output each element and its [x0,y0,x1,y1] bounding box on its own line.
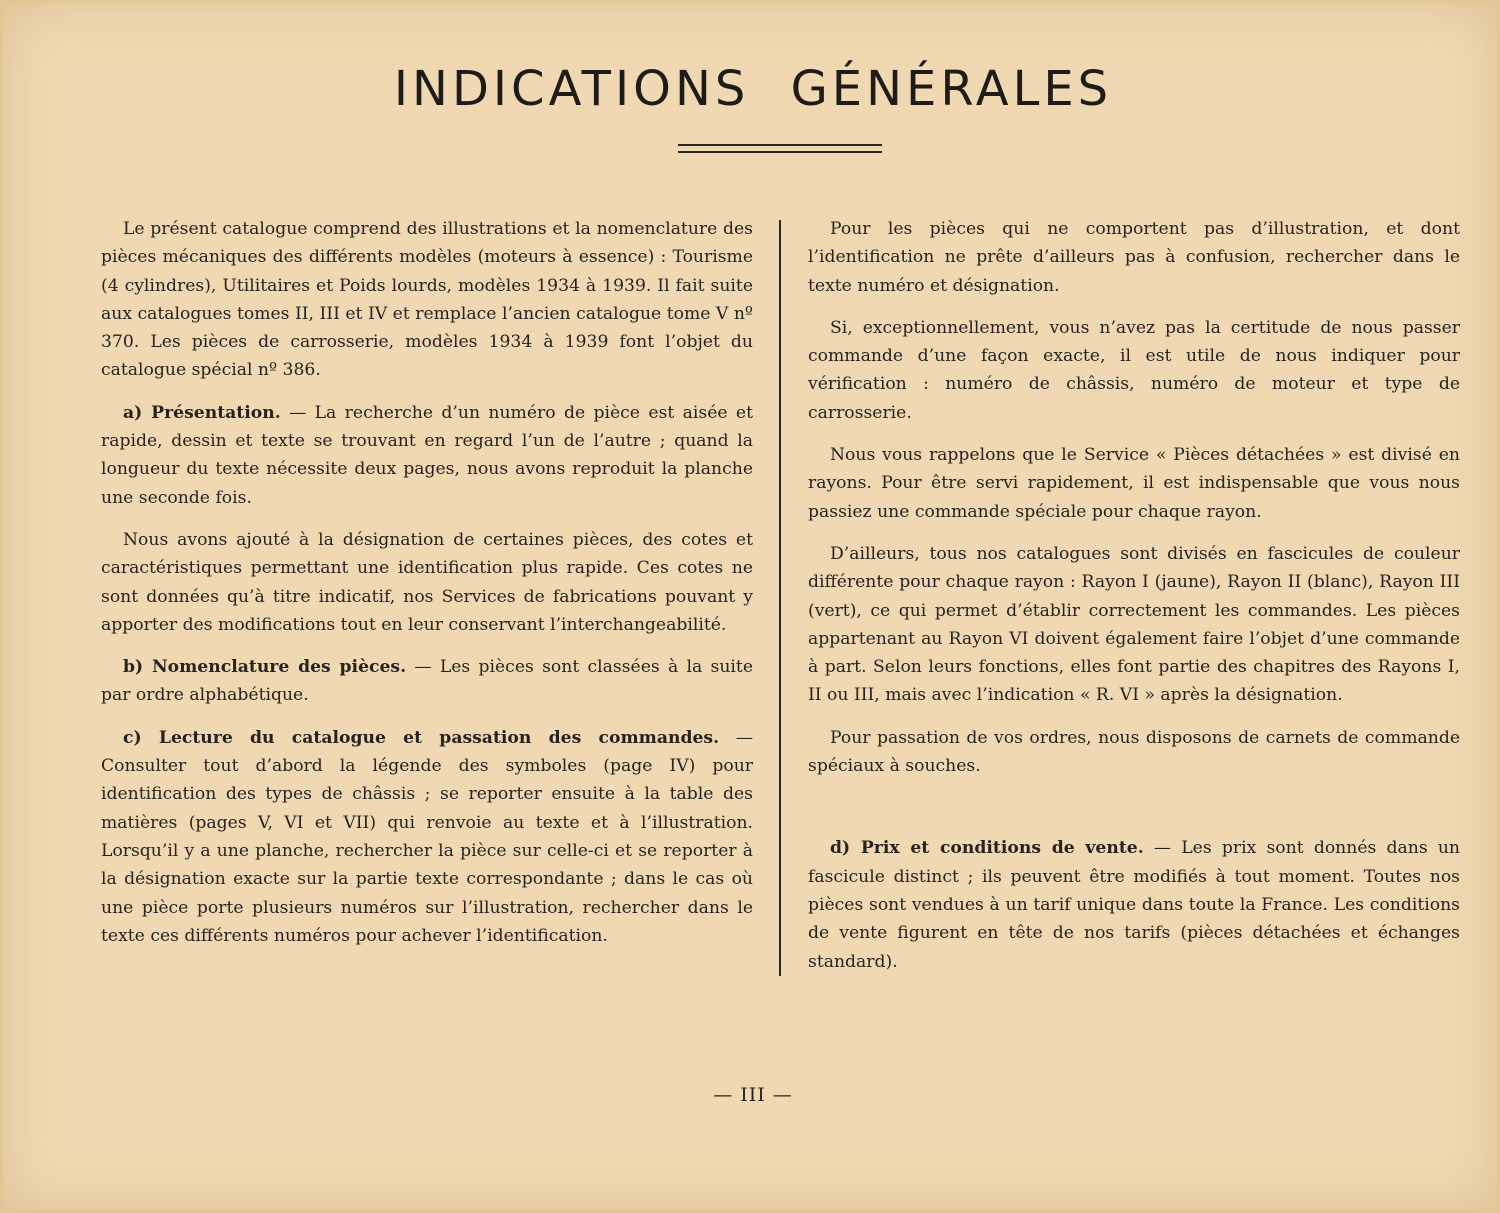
title-underline-top [678,144,882,146]
left-column [101,215,753,964]
prices-heading: d) Prix et conditions de vente. [830,838,1144,859]
catalogue-colors-paragraph: D’ailleurs, tous nos catalogues sont divisés en fascicules de couleur différente pour chaque rayon : Rayon I (jaune), Rayon II (blanc), Rayon III (vert), ce qui permet d’établir correctement les commandes. Les pièces appartenant au Rayon VI doivent également faire l’objet d’une commande à part. Selon leurs fonctions, elles font partie des chapitres des Rayons I, II ou III, mais avec l’indication « R. VI » après la désignation. [808,543,1460,706]
column-divider [779,220,781,976]
verification-paragraph: Si, exceptionnellement, vous n’avez pas la certitude de nous passer commande d’une façon exacte, il est utile de nous indiquer pour vérification : numéro de châssis, numéro de moteur et type de carrosserie. [808,317,1460,423]
page-number: — III — [713,1084,793,1106]
nomenclature-text: — Les pièces sont classées à la suite par ordre alphabétique. [101,657,753,706]
presentation-paragraph [101,399,753,512]
service-rayons-paragraph: Nous vous rappelons que le Service « Pièces détachées » est divisé en rayons. Pour être servi rapidement, il est indispensable que vous nous passiez une commande spéciale pour chaque rayon. [808,445,1460,522]
reading-text: — Consulter tout d’abord la légende des symboles (page IV) pour identification des types de châssis ; se reporter ensuite à la table des matières (pages V, VI et VII) qui renvoie au texte et à l’illustration. Lorsqu’il y a une planche, rechercher la pièce sur celle-ci et se reporter à la désignation exacte sur la partie texte correspondante ; dans le cas où une pièce porte plusieurs numéros sur l’illustration, rechercher dans le texte ces différents numéros pour achever l’identification. [101,727,754,946]
nomenclature-paragraph [101,653,753,710]
prices-text: — Les prix sont donnés dans un fascicule distinct ; ils peuvent être modifiés à tout moment. Toutes nos pièces sont vendues à un tarif unique dans toute la France. Les conditions de vente figurent en tête de nos tarifs (pièces détachées et échanges standard). [808,838,1460,972]
unillustrated-parts-paragraph: Pour les pièces qui ne comportent pas d’illustration, et dont l’identification ne prête d’ailleurs pas à confusion, rechercher dans le texte numéro et désignation. [808,219,1460,296]
nomenclature-heading: b) Nomenclature des pièces. [123,657,407,678]
intro-paragraph: Le présent catalogue comprend des illustrations et la nomenclature des pièces mécaniques des différents modèles (moteurs à essence) : Tourisme (4 cylindres), Utilitaires et Poids lourds, modèles 1934 à 1939. Il fait suite aux catalogues tomes II, III et IV et remplace l’ancien catalogue tome V nº 370. Les pièces de carrosserie, modèles 1934 à 1939 font l’objet du catalogue spécial nº 386. [101,219,753,381]
title-underline-bottom [678,151,882,153]
page-title: INDICATIONS GÉNÉRALES [393,61,1113,117]
reading-heading: c) Lecture du catalogue et passation des commandes. [123,727,720,748]
reading-paragraph [101,724,753,950]
presentation-text: — La recherche d’un numéro de pièce est aisée et rapide, dessin et texte se trouvant en regard l’un de l’autre ; quand la longueur du texte nécessite deux pages, nous avons reproduit la planche une seconde fois. [101,402,754,508]
dimensions-paragraph: Nous avons ajouté à la désignation de certaines pièces, des cotes et caractéristiques permettant une identification plus rapide. Ces cotes ne sont données qu’à titre indicatif, nos Services de fabrications pouvant y apporter des modifications tout en leur conservant l’interchangeabilité. [101,529,753,635]
right-column [808,215,1460,990]
presentation-heading: a) Présentation. [123,402,281,423]
prices-paragraph [808,834,1460,975]
order-books-paragraph: Pour passation de vos ordres, nous disposons de carnets de commande spéciaux à souches. [808,727,1460,777]
